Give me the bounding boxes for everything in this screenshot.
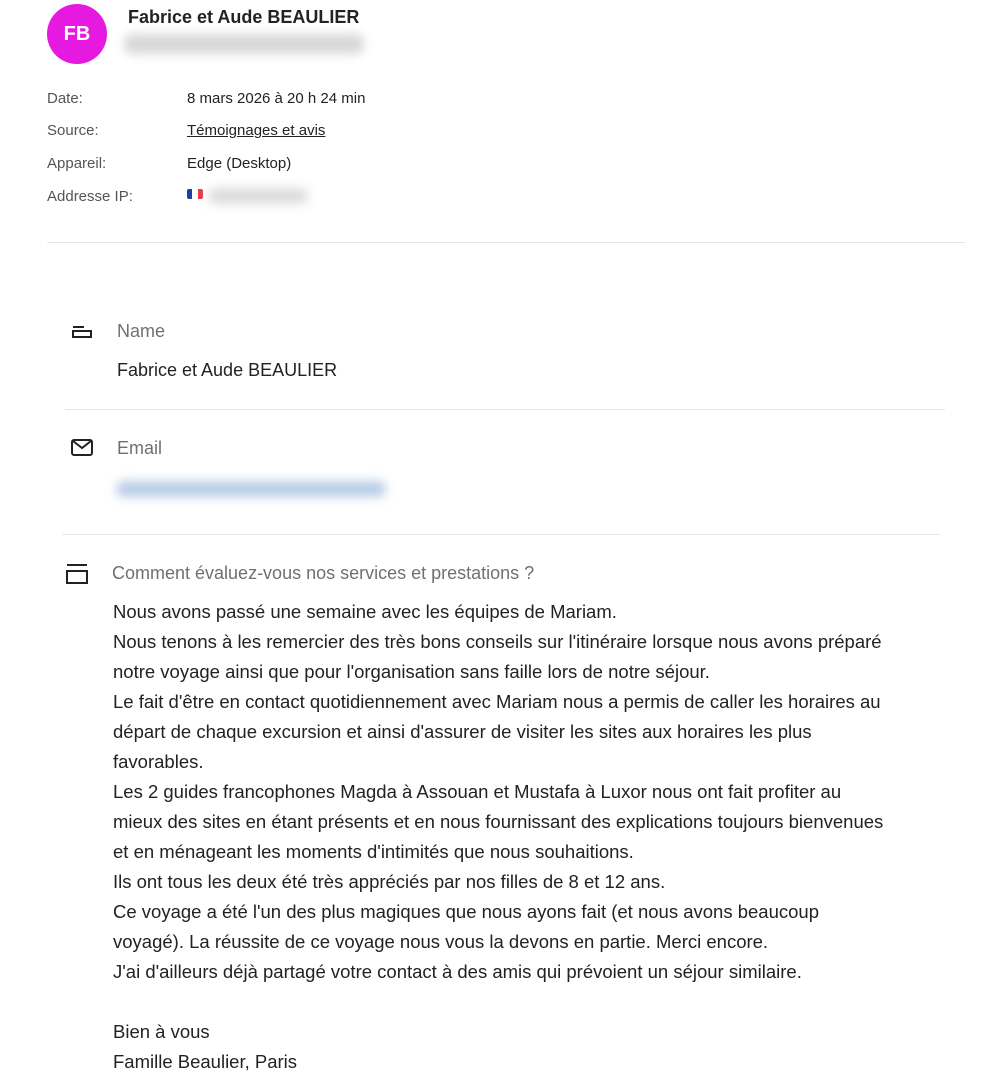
comment-line: et en ménageant les moments d'intimités que nous souhaitions. (113, 841, 634, 862)
comment-line: Le fait d'être en contact quotidiennement avec Mariam nous a permis de caller les horaires au (113, 691, 881, 712)
comment-line: Ils ont tous les deux été très appréciés par nos filles de 8 et 12 ans. (113, 871, 666, 892)
source-label: Source: (47, 122, 99, 139)
name-field-label: Name (117, 321, 166, 341)
comment-line: Famille Beaulier, Paris (113, 1051, 298, 1072)
ip-address-redacted (208, 188, 308, 204)
envelope-icon (71, 439, 93, 461)
divider (65, 409, 945, 410)
france-flag-icon (187, 189, 203, 199)
email-field-value-redacted[interactable] (116, 481, 386, 497)
avatar: FB (47, 4, 107, 64)
comment-line: J'ai d'ailleurs déjà partagé votre contact à des amis qui prévoient un séjour similaire. (113, 961, 802, 982)
device-value: Edge (Desktop) (187, 155, 292, 172)
comment-field-value (113, 597, 953, 1077)
comment-line: Les 2 guides francophones Magda à Assouan et Mustafa à Luxor nous ont fait profiter au (113, 781, 842, 802)
comment-line: Nous avons passé une semaine avec les équipes de Mariam. (113, 601, 617, 622)
device-label: Appareil: (47, 155, 107, 172)
divider (47, 242, 965, 243)
comment-line: Bien à vous (113, 1021, 210, 1042)
name-field-icon (72, 325, 92, 343)
email-field-label: Email (117, 438, 163, 458)
date-label: Date: (47, 90, 83, 107)
comment-line: Ce voyage a été l'un des plus magiques que nous ayons fait (et nous avons beaucoup (113, 901, 819, 922)
submitter-name: Fabrice et Aude BEAULIER (128, 7, 360, 27)
comment-line: départ de chaque excursion et ainsi d'assurer de visiter les sites aux horaires les plus (113, 721, 812, 742)
comment-line: favorables. (113, 751, 204, 772)
submitter-email-redacted (124, 34, 364, 54)
name-field-value: Fabrice et Aude BEAULIER (117, 360, 338, 380)
source-link[interactable]: Témoignages et avis (187, 122, 326, 139)
comment-line (113, 987, 953, 1017)
comment-line: mieux des sites en étant présents et en nous fournissant des explications toujours bienvenues (113, 811, 884, 832)
date-value: 8 mars 2026 à 20 h 24 min (187, 90, 366, 107)
comment-field-label: Comment évaluez-vous nos services et prestations ? (112, 563, 535, 583)
comment-line: notre voyage ainsi que pour l'organisation sans faille lors de notre séjour. (113, 661, 710, 682)
ip-label: Addresse IP: (47, 188, 133, 205)
text-area-icon (66, 564, 88, 589)
divider (62, 534, 940, 535)
comment-line: voyagé). La réussite de ce voyage nous vous la devons en partie. Merci encore. (113, 931, 769, 952)
comment-line: Nous tenons à les remercier des très bons conseils sur l'itinéraire lorsque nous avons préparé (113, 631, 882, 652)
